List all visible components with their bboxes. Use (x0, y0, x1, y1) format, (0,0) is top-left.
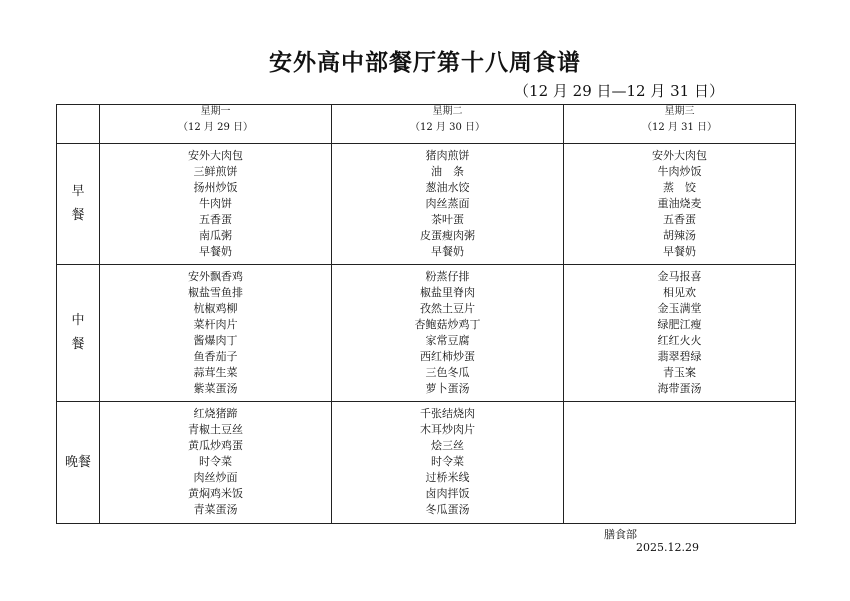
dish-list (332, 402, 563, 522)
dish-list (564, 265, 795, 401)
meal-label-char: 中 (71, 313, 85, 328)
dish-list (100, 144, 331, 264)
dish-item: 烩三丝 (431, 439, 464, 452)
dish-item: 金玉满堂 (657, 302, 702, 315)
dish-item: 早餐奶 (199, 245, 232, 258)
lunch-row (57, 265, 796, 402)
dish-item: 蒜茸生菜 (193, 366, 238, 379)
dish-item: 椒盐雪鱼排 (188, 286, 243, 299)
day-name: 星期二 (432, 106, 463, 117)
day-date: （12 月 30 日） (410, 122, 485, 133)
breakfast-row (57, 144, 796, 265)
dish-item: 卤肉拌饭 (425, 487, 470, 500)
dish-list (100, 265, 331, 401)
dish-item: 扬州炒饭 (193, 181, 238, 194)
day-header-wed (564, 105, 796, 144)
dish-item: 黄焖鸡米饭 (188, 487, 243, 500)
dish-item: 牛肉饼 (199, 197, 232, 210)
dish-item: 杏鲍菇炒鸡丁 (414, 318, 481, 331)
dish-list (332, 144, 563, 264)
dish-item: 蒸 饺 (663, 181, 696, 194)
dish-item: 时令菜 (431, 455, 464, 468)
day-name: 星期一 (200, 106, 231, 117)
dish-item: 家常豆腐 (425, 334, 470, 347)
meal-label-text: 晚餐 (64, 454, 91, 470)
breakfast-tue-cell (332, 144, 564, 265)
dish-item: 红烧猪蹄 (193, 407, 238, 420)
page-title: 安外高中部餐厅第十八周食谱 (269, 49, 581, 76)
dish-list (564, 402, 795, 410)
header-row (57, 105, 796, 144)
dish-item: 皮蛋瘦肉粥 (420, 229, 475, 242)
dish-item: 安外大肉包 (652, 149, 707, 162)
dish-item: 油 条 (431, 165, 464, 178)
meal-label-breakfast (57, 144, 100, 265)
dish-item: 粉蒸仔排 (425, 270, 470, 283)
lunch-tue-cell (332, 265, 564, 402)
dish-item: 海带蛋汤 (657, 382, 702, 395)
menu-table (56, 104, 796, 524)
week-date-range: （12 月 29 日—12 月 31 日） (514, 82, 724, 100)
dish-item: 西红柿炒蛋 (420, 350, 475, 363)
dish-item: 重油烧麦 (657, 197, 702, 210)
dish-item: 椒盐里脊肉 (420, 286, 475, 299)
breakfast-wed-cell (564, 144, 796, 265)
dish-item: 过桥米线 (425, 471, 470, 484)
dish-item: 时令菜 (199, 455, 232, 468)
lunch-mon-cell (100, 265, 332, 402)
dish-item: 杭椒鸡柳 (193, 302, 238, 315)
meal-label-char: 餐 (71, 337, 85, 352)
dish-item: 肉丝蒸面 (425, 197, 470, 210)
breakfast-mon-cell (100, 144, 332, 265)
day-name: 星期三 (664, 106, 695, 117)
meal-label-dinner (57, 402, 100, 524)
dish-item: 安外飘香鸡 (188, 270, 243, 283)
day-date: （12 月 31 日） (642, 122, 717, 133)
day-header-tue (332, 105, 564, 144)
meal-label-char: 早 (71, 184, 85, 199)
dish-item: 紫菜蛋汤 (193, 382, 238, 395)
meal-label-lunch (57, 265, 100, 402)
dish-item: 青椒土豆丝 (188, 423, 243, 436)
dish-item: 青菜蛋汤 (193, 503, 238, 516)
dish-item: 木耳炒肉片 (420, 423, 475, 436)
dish-item: 早餐奶 (431, 245, 464, 258)
dish-item: 葱油水饺 (425, 181, 470, 194)
footer-department: 膳食部 (604, 528, 637, 541)
dish-list (100, 402, 331, 522)
dish-item: 五香蛋 (663, 213, 696, 226)
dish-item: 翡翠碧绿 (657, 350, 702, 363)
dish-item: 孜然土豆片 (420, 302, 475, 315)
dish-item: 三鲜煎饼 (193, 165, 238, 178)
dish-item: 早餐奶 (663, 245, 696, 258)
day-header-mon (100, 105, 332, 144)
dish-item: 猪肉煎饼 (425, 149, 470, 162)
dish-item: 三色冬瓜 (425, 366, 470, 379)
dish-item: 萝卜蛋汤 (425, 382, 470, 395)
day-date: （12 月 29 日） (178, 122, 253, 133)
dish-item: 菜杆肉片 (193, 318, 238, 331)
dish-item: 南瓜粥 (199, 229, 232, 242)
dish-item: 千张结烧肉 (420, 407, 475, 420)
dish-item: 安外大肉包 (188, 149, 243, 162)
dinner-tue-cell (332, 402, 564, 524)
corner-cell (57, 105, 100, 144)
dish-item: 红红火火 (657, 334, 702, 347)
dish-item: 黄瓜炒鸡蛋 (188, 439, 243, 452)
dish-item: 鱼香茄子 (193, 350, 238, 363)
dish-item: 绿肥江瘦 (657, 318, 702, 331)
dish-item: 相见欢 (663, 286, 696, 299)
footer-date: 2025.12.29 (636, 541, 699, 554)
dish-item: 冬瓜蛋汤 (425, 503, 470, 516)
dish-item: 牛肉炒饭 (657, 165, 702, 178)
dinner-row (57, 402, 796, 524)
dish-item: 金马报喜 (657, 270, 702, 283)
dish-item: 酱爆肉丁 (193, 334, 238, 347)
dish-list (564, 144, 795, 264)
dish-item: 五香蛋 (199, 213, 232, 226)
dish-item: 肉丝炒面 (193, 471, 238, 484)
dinner-mon-cell (100, 402, 332, 524)
dish-list (332, 265, 563, 401)
dinner-wed-cell (564, 402, 796, 524)
dish-item: 青玉案 (663, 366, 696, 379)
lunch-wed-cell (564, 265, 796, 402)
dish-item: 胡辣汤 (663, 229, 696, 242)
meal-label-char: 餐 (71, 208, 85, 223)
dish-item: 茶叶蛋 (431, 213, 464, 226)
